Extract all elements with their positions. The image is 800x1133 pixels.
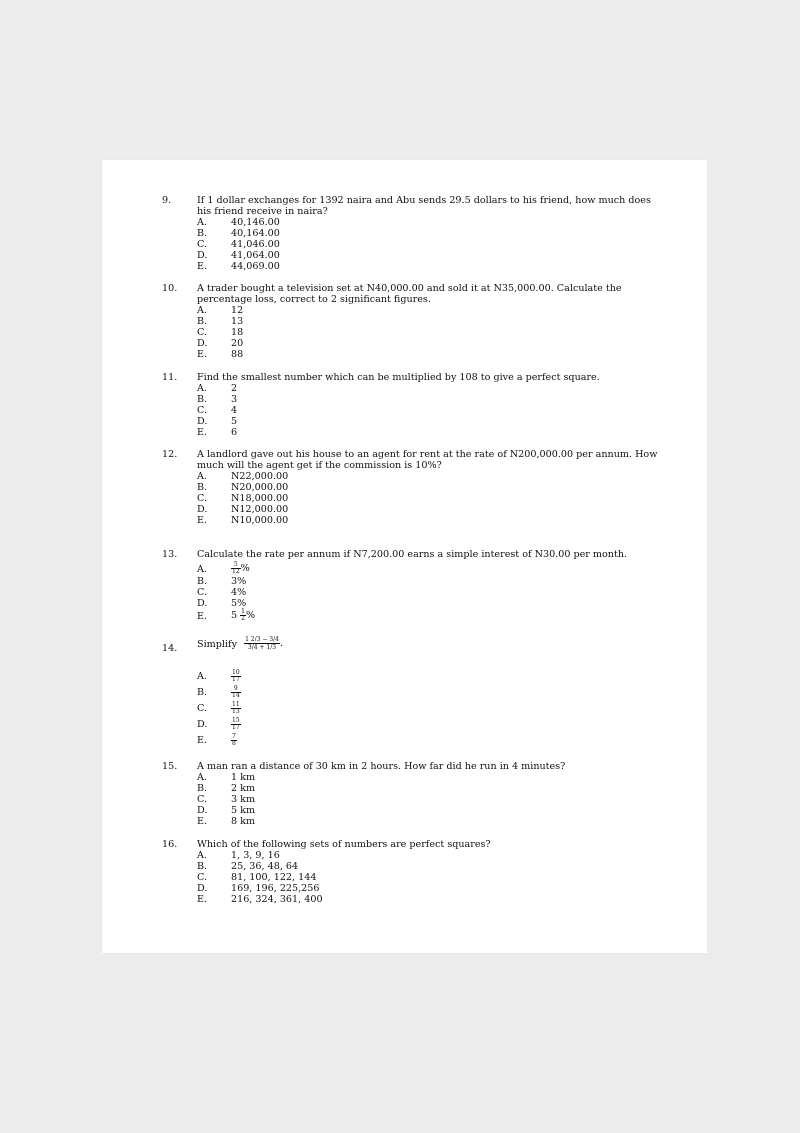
option-letter: A. — [197, 772, 207, 783]
option-letter: D. — [197, 719, 208, 730]
option-value: 5 — [231, 416, 238, 427]
compound-fraction — [244, 636, 280, 651]
option-value: 169, 196, 225,256 — [231, 883, 320, 894]
option-value: 20 — [231, 338, 244, 349]
option-letter: C. — [197, 405, 208, 416]
option-letter: E. — [197, 349, 208, 360]
option-value: 1 km — [231, 772, 256, 783]
option-letter: C. — [197, 587, 208, 598]
question-number: 15. — [162, 761, 178, 772]
option-value: 40,164.00 — [231, 228, 280, 239]
option-letter: B. — [197, 482, 208, 493]
option-value: 1, 3, 9, 16 — [231, 850, 280, 861]
option-letter: C. — [197, 872, 208, 883]
option-letter: E. — [197, 816, 208, 827]
option-value: 13 — [231, 316, 244, 327]
option-value: 216, 324, 361, 400 — [231, 894, 323, 905]
question-stem: Calculate the rate per annum if N7,200.00 earns a simple interest of N30.00 per month. — [197, 549, 628, 560]
option-letter: A. — [197, 383, 207, 394]
fraction — [231, 702, 241, 715]
option-value: N20,000.00 — [231, 482, 289, 493]
option-letter: D. — [197, 883, 208, 894]
question-stem: Which of the following sets of numbers are perfect squares? — [197, 839, 491, 850]
option-letter: B. — [197, 576, 208, 587]
fraction-denominator: 8 — [232, 740, 236, 747]
question-number: 11. — [162, 372, 178, 383]
option-value: 3 — [231, 394, 238, 405]
option-value — [231, 609, 255, 622]
question-stem: A landlord gave out his house to an agent for rent at the rate of N200,000.00 per annum. How much will the agent get if the commission is 10%? — [197, 449, 658, 471]
question-number: 13. — [162, 549, 178, 560]
question-stem: A trader bought a television set at N40,000.00 and sold it at N35,000.00. Calculate the percentage loss, correct to 2 significant figures. — [197, 283, 622, 305]
question-number: 10. — [162, 283, 178, 294]
option-letter: C. — [197, 703, 208, 714]
fraction — [231, 562, 241, 575]
option-letter: E. — [197, 515, 208, 526]
fraction — [231, 718, 241, 731]
fraction-numerator: 10 — [232, 669, 240, 676]
option-letter: D. — [197, 416, 208, 427]
option-value: 40,146.00 — [231, 217, 280, 228]
whole-number: 5 — [231, 610, 238, 621]
option-value — [231, 733, 237, 749]
option-value: 5% — [231, 598, 247, 609]
fraction-numerator: 9 — [231, 686, 241, 693]
option-letter: D. — [197, 338, 208, 349]
expression-numerator: 1 2/3 − 3/4 — [245, 636, 279, 643]
option-value: 2 — [231, 383, 238, 394]
fraction — [231, 734, 237, 747]
option-value: 6 — [231, 427, 238, 438]
option-letter: D. — [197, 504, 208, 515]
question-number: 12. — [162, 449, 178, 460]
option-value: 44,069.00 — [231, 261, 280, 272]
option-letter: A. — [197, 305, 207, 316]
option-value: 18 — [231, 327, 244, 338]
option-letter: A. — [197, 850, 207, 861]
option-value: 41,064.00 — [231, 250, 280, 261]
option-letter: D. — [197, 598, 208, 609]
fraction-denominator: 13 — [232, 708, 240, 715]
option-value — [231, 685, 241, 701]
option-letter: A. — [197, 471, 207, 482]
percent-sign: % — [246, 610, 256, 621]
option-letter: A. — [197, 217, 207, 228]
option-letter: D. — [197, 250, 208, 261]
option-value: 88 — [231, 349, 244, 360]
fraction-numerator: 11 — [232, 701, 240, 708]
percent-sign: % — [240, 563, 250, 574]
stem-period: . — [279, 638, 284, 649]
fraction-numerator: 1 — [241, 608, 245, 615]
fraction-denominator: 2 — [241, 615, 245, 622]
option-letter: D. — [197, 805, 208, 816]
fraction — [231, 670, 241, 683]
expression-denominator: 3/4 + 1/3 — [247, 644, 277, 651]
fraction-denominator: 14 — [232, 692, 240, 699]
option-value: N22,000.00 — [231, 471, 289, 482]
option-letter: E. — [197, 261, 208, 272]
option-value: N10,000.00 — [231, 515, 289, 526]
exam-page — [102, 160, 707, 953]
option-letter: B. — [197, 783, 208, 794]
option-value — [231, 669, 241, 685]
option-letter: C. — [197, 239, 208, 250]
option-letter: B. — [197, 687, 208, 698]
option-value — [231, 717, 241, 733]
fraction-numerator: 7 — [232, 733, 236, 740]
option-letter: B. — [197, 228, 208, 239]
option-value: 3 km — [231, 794, 256, 805]
question-number: 16. — [162, 839, 178, 850]
option-letter: E. — [197, 611, 208, 622]
simplify-label: Simplify — [197, 639, 237, 650]
question-number: 14. — [162, 643, 178, 654]
option-value: 4% — [231, 587, 247, 598]
option-letter: E. — [197, 735, 208, 746]
option-value: 12 — [231, 305, 244, 316]
fraction-denominator: 17 — [232, 724, 240, 731]
question-stem: If 1 dollar exchanges for 1392 naira and Abu sends 29.5 dollars to his friend, how much does his friend receive in naira? — [197, 195, 651, 217]
option-value: 3% — [231, 576, 247, 587]
fraction — [231, 686, 241, 699]
option-letter: C. — [197, 327, 208, 338]
option-value: N12,000.00 — [231, 504, 289, 515]
option-letter: C. — [197, 794, 208, 805]
question-number: 9. — [162, 195, 172, 206]
question-stem — [197, 636, 667, 651]
question-stem: A man ran a distance of 30 km in 2 hours. How far did he run in 4 minutes? — [197, 761, 566, 772]
fraction-denominator: 17 — [232, 676, 240, 683]
option-value: 41,046.00 — [231, 239, 280, 250]
option-letter: B. — [197, 394, 208, 405]
fraction-numerator: 5 — [231, 562, 241, 569]
option-letter: B. — [197, 861, 208, 872]
option-value: 8 km — [231, 816, 256, 827]
option-letter: A. — [197, 671, 207, 682]
option-value: 81, 100, 122, 144 — [231, 872, 317, 883]
option-letter: E. — [197, 894, 208, 905]
option-value — [231, 562, 250, 575]
option-letter: E. — [197, 427, 208, 438]
option-value: 4 — [231, 405, 238, 416]
option-value — [231, 701, 241, 717]
fraction-numerator: 15 — [232, 717, 240, 724]
option-value: 25, 36, 48, 64 — [231, 861, 299, 872]
option-letter: A. — [197, 564, 207, 575]
option-letter: B. — [197, 316, 208, 327]
option-value: N18,000.00 — [231, 493, 289, 504]
option-value: 5 km — [231, 805, 256, 816]
option-letter: C. — [197, 493, 208, 504]
fraction-denominator: 12 — [232, 568, 240, 575]
question-stem: Find the smallest number which can be multiplied by 108 to give a perfect square. — [197, 372, 600, 383]
option-value: 2 km — [231, 783, 256, 794]
